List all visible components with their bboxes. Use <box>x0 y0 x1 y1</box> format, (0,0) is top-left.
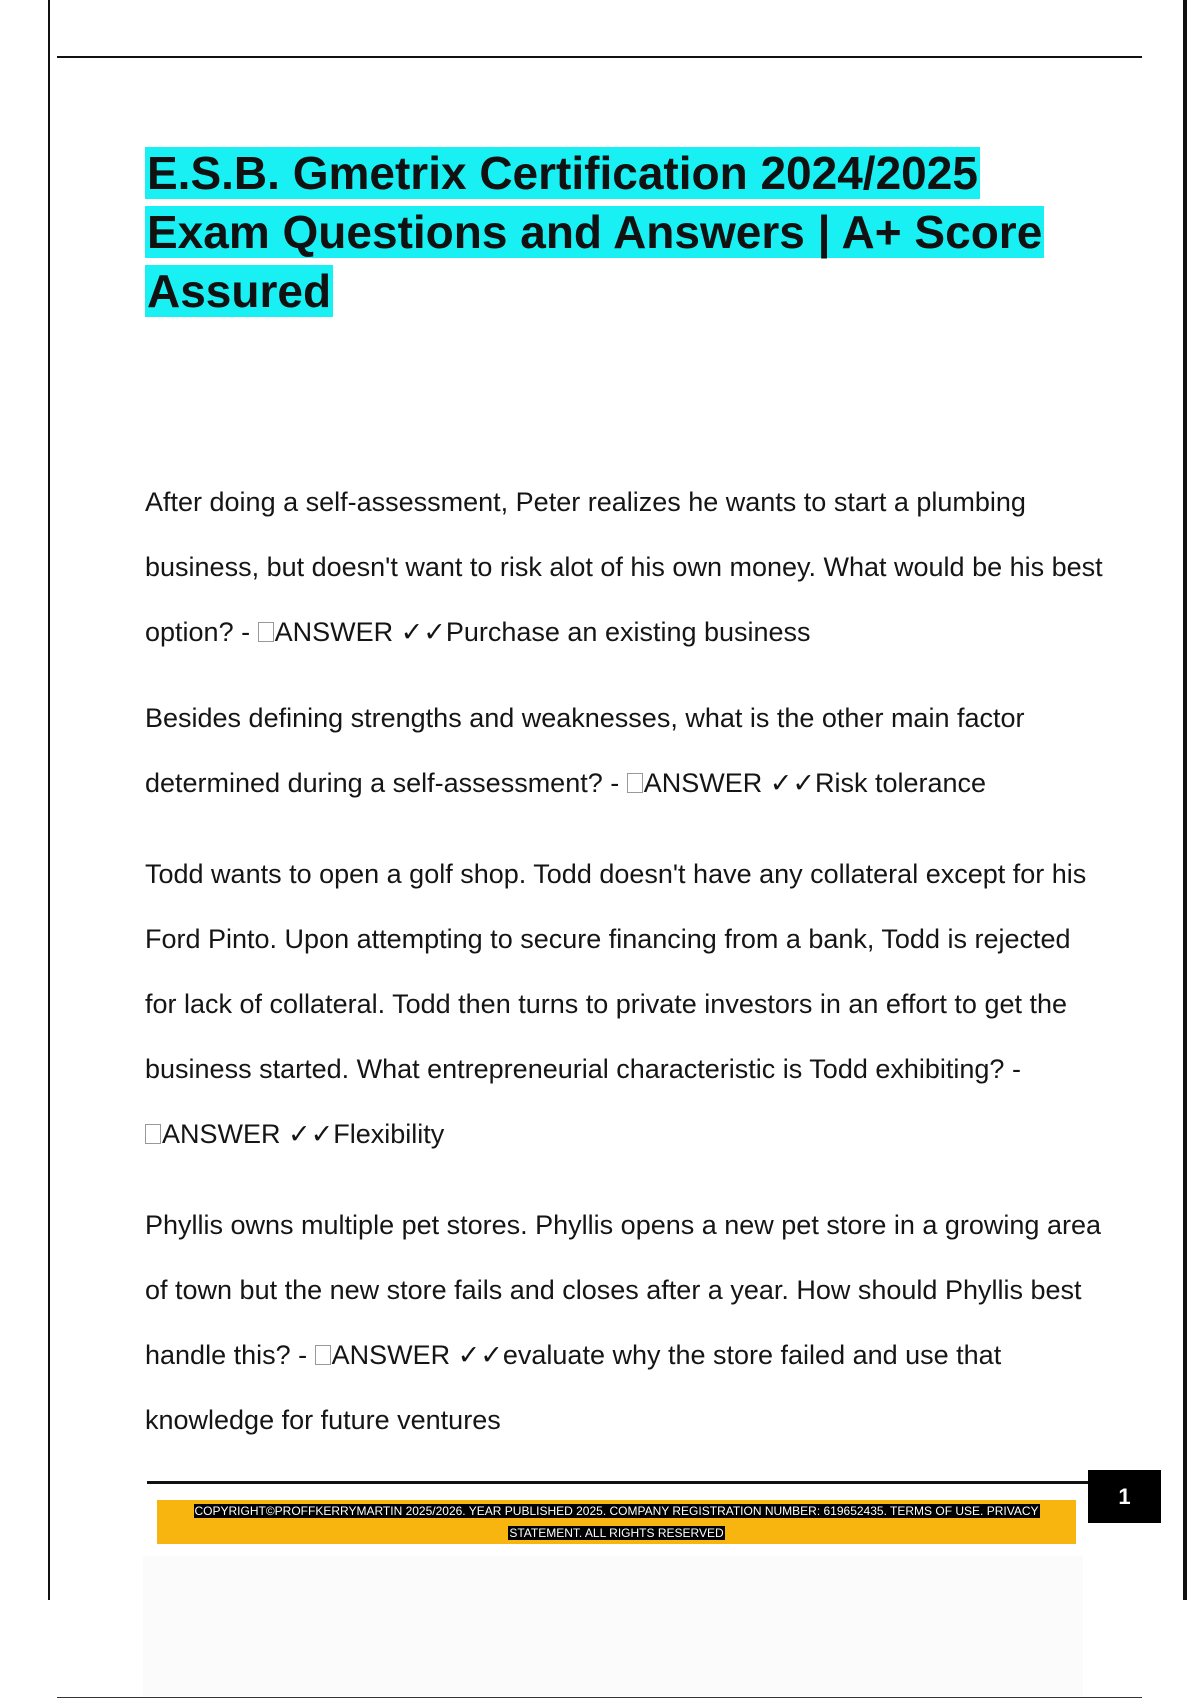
qa-item <box>145 842 1105 1167</box>
footer-rule <box>147 1481 1088 1484</box>
answer-label: ANSWER ✓✓ <box>162 1119 334 1149</box>
answer-text: Flexibility <box>333 1119 445 1149</box>
question-text: Besides defining strengths and weaknesses, what is the other main factor determined during a self-assessment? - <box>145 703 1025 798</box>
page-border-left <box>48 0 50 1600</box>
answer-label: ANSWER ✓✓ <box>643 768 815 798</box>
checkbox-icon <box>315 1345 331 1365</box>
qa-item <box>145 686 1105 816</box>
question-text: Todd wants to open a golf shop. Todd doesn't have any collateral except for his Ford Pinto. Upon attempting to secure financing from a bank, Todd is rejected for lack of collateral. Todd then turns to private investors in an effort to get the business started. What entrepreneurial characteristic is Todd exhibiting? - <box>145 859 1087 1084</box>
checkbox-icon <box>258 622 274 642</box>
answer-text: Risk tolerance <box>815 768 987 798</box>
checkbox-icon <box>627 773 643 793</box>
qa-item <box>145 1193 1105 1453</box>
page-border-right <box>1183 0 1187 1600</box>
header-rule <box>57 56 1142 58</box>
document-title <box>145 144 1045 321</box>
question-text: After doing a self-assessment, Peter realizes he wants to start a plumbing business, but doesn't want to risk alot of his own money. What would be his best option? - <box>145 487 1103 647</box>
page-bottom-area <box>143 1556 1083 1696</box>
answer-text: evaluate why the store failed and use that knowledge for future ventures <box>145 1340 1002 1435</box>
answer-label: ANSWER ✓✓ <box>274 617 446 647</box>
answer-text: Purchase an existing business <box>445 617 811 647</box>
answer-label: ANSWER ✓✓ <box>331 1340 503 1370</box>
page-number: 1 <box>1088 1470 1161 1523</box>
checkbox-icon <box>145 1124 161 1144</box>
document-title-text: E.S.B. Gmetrix Certification 2024/2025 Exam Questions and Answers | A+ Score Assured <box>147 147 1043 317</box>
footer-copyright-text: COPYRIGHT©PROFFKERRYMARTIN 2025/2026. YEAR PUBLISHED 2025. COMPANY REGISTRATION NUMBER: 619652435. TERMS OF USE. PRIVACY STATEMENT. ALL RIGHTS RESERVED <box>194 1504 1039 1540</box>
qa-item <box>145 470 1105 665</box>
question-text: Phyllis owns multiple pet stores. Phyllis opens a new pet store in a growing area of town but the new store fails and closes after a year. How should Phyllis best handle this? - <box>145 1210 1101 1370</box>
next-page-rule <box>57 1697 1142 1698</box>
footer-copyright-band <box>157 1500 1076 1544</box>
